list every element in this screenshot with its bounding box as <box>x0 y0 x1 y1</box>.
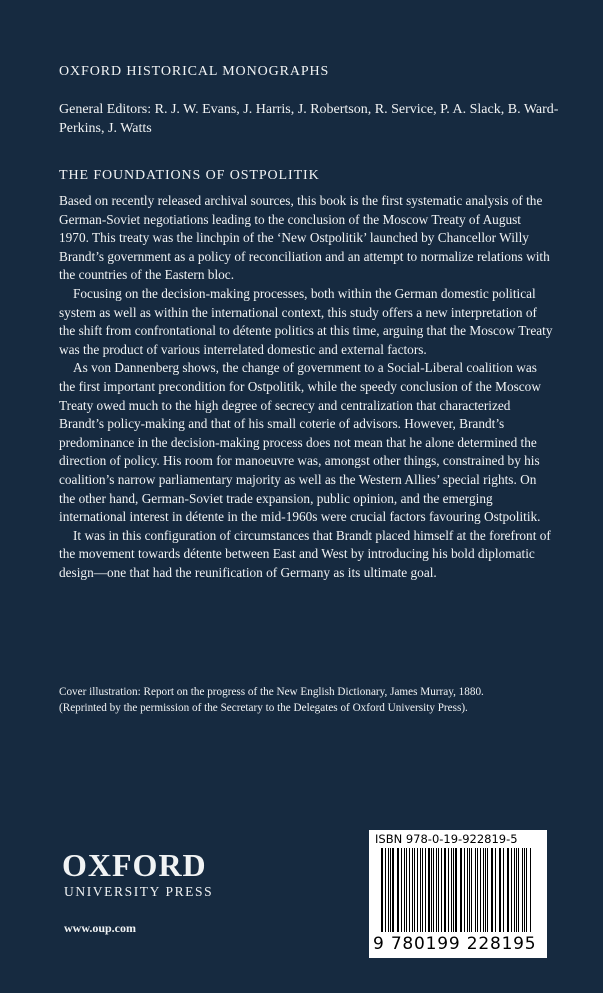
barcode-bar <box>392 848 393 932</box>
barcode-bar <box>406 848 407 932</box>
barcode-bar <box>522 848 523 932</box>
barcode-bar <box>518 848 519 932</box>
blurb-paragraph: As von Dannenberg shows, the change of government to a Social-Liberal coalition was the first important precondition for Ostpolitik, while the speedy conclusion of the Moscow Treaty owed much to the high degree of secrecy and centralization that characterized Brandt’s policy-making and that of his small coterie of advisors. However, Brandt’s predominance in the decision-making process does not mean that he alone determined the direction of policy. His room for manoeuvre was, amongst other things, constrained by his coalition’s narrow parliamentary majority as well as the Western Allies’ special rights. On the other hand, German-Soviet trade expansion, public opinion, and the emerging international interest in détente in the mid-1960s were crucial factors favouring Ostpolitik. <box>59 360 541 525</box>
cover-credit-line: Cover illustration: Report on the progress of the New English Dictionary, James Murray, 1880. <box>59 686 484 698</box>
barcode-bar <box>464 848 465 932</box>
barcode-bar <box>480 848 481 932</box>
barcode-bar <box>388 848 389 932</box>
barcode-bar <box>428 848 429 932</box>
barcode-bar <box>422 848 423 932</box>
isbn-barcode <box>369 830 547 958</box>
general-editors: General Editors: R. J. W. Evans, J. Harris, J. Robertson, R. Service, P. A. Slack, B. Ward-Perkins, J. Watts <box>59 102 559 136</box>
barcode-bar <box>404 848 405 932</box>
barcode-bar <box>475 848 476 932</box>
book-title: THE FOUNDATIONS OF OSTPOLITIK <box>59 168 320 183</box>
barcode-bar <box>491 848 492 932</box>
publisher-website: www.oup.com <box>64 921 137 935</box>
barcode-bar <box>455 848 456 932</box>
series-title: OXFORD HISTORICAL MONOGRAPHS <box>59 64 330 79</box>
cover-illustration-credit <box>59 684 559 716</box>
barcode-bar <box>471 848 472 932</box>
blurb <box>59 192 553 582</box>
cover-credit-line: (Reprinted by the permission of the Secretary to the Delegates of Oxford University Press). <box>59 702 468 714</box>
barcode-bar <box>453 848 454 932</box>
barcode-number: 9 780199 228195 <box>373 934 537 954</box>
barcode-bar <box>492 848 493 932</box>
barcode-bar <box>414 848 415 932</box>
barcode-bar <box>508 848 509 932</box>
isbn-label: ISBN 978-0-19-922819-5 <box>375 832 518 846</box>
barcode-bar <box>500 848 501 932</box>
barcode-bar <box>397 848 398 932</box>
blurb-paragraph: It was in this configuration of circumstances that Brandt placed himself at the forefront of the movement towards détente between East and West by introducing his bold diplomatic design—one that had the reunification of Germany as its ultimate goal. <box>59 527 551 580</box>
barcode-bar <box>425 848 426 932</box>
university-press-label: UNIVERSITY PRESS <box>64 884 214 899</box>
barcode-bars <box>381 848 531 932</box>
barcode-bar <box>438 848 439 932</box>
blurb-paragraph: Based on recently released archival sources, this book is the first systematic analysis of the German-Soviet negotiations leading to the conclusion of the Moscow Treaty of August 1970. This treaty was the linchpin of the ‘New Ostpolitik’ launched by Chancellor Willy Brandt’s government as a policy of reconciliation and an attempt to normalize relations with the countries of the Eastern bloc. <box>59 193 550 283</box>
oxford-logo: OXFORD <box>62 847 207 883</box>
blurb-paragraph: Focusing on the decision-making processes, both within the German domestic political system as well as within the international context, this study offers a new interpretation of the shift from confrontational to détente politics at this time, arguing that the Moscow Treaty was the product of various interrelated domestic and external factors. <box>59 285 553 357</box>
